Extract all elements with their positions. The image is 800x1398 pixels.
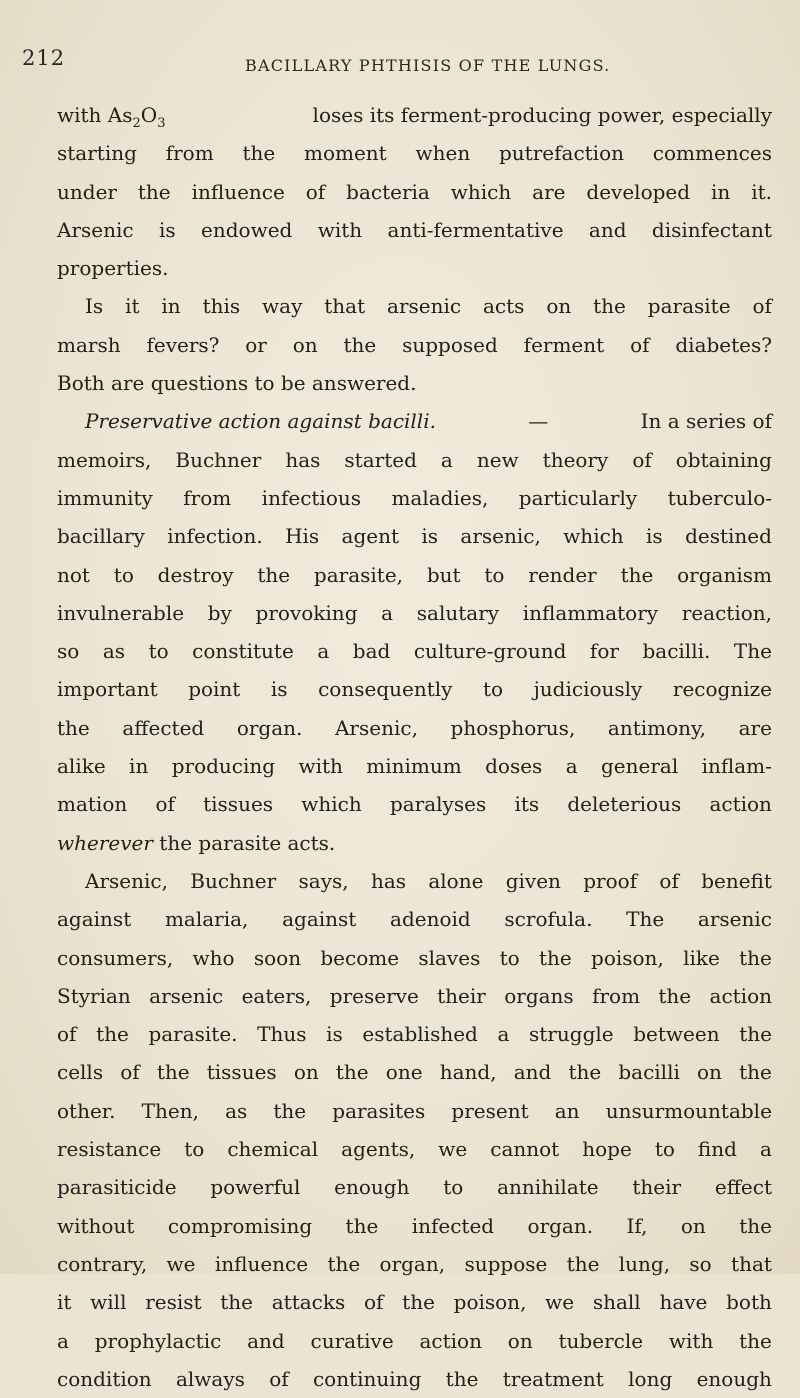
section-caption-line (57, 402, 772, 440)
text-line: the affected organ. Arsenic, phosphorus, antimony, are (57, 715, 772, 740)
formula: with $As_2O_3$ (57, 103, 166, 131)
text-line: Styrian arsenic eaters, preserve their organs from the action (57, 983, 772, 1008)
text-line: it will resist the attacks of the poison, we shall have both (57, 1290, 772, 1315)
text-line: consumers, who soon become slaves to the poison, like the (57, 945, 772, 970)
text-line: against malaria, against adenoid scrofula. The arsenic (57, 907, 772, 932)
text-line: cells of the tissues on the one hand, and the bacilli on the (57, 1060, 772, 1085)
text-line: other. Then, as the parasites present an unsurmountable (57, 1098, 772, 1123)
text-line: without compromising the infected organ. If, on the (57, 1213, 772, 1238)
text-line: bacillary infection. His agent is arsenic, which is destined (57, 524, 772, 549)
text-line: Is it in this way that arsenic acts on the parasite of (85, 294, 772, 319)
text-line: properties. (57, 256, 169, 281)
section-caption: Preservative action against bacilli. (85, 409, 436, 434)
text-line: alike in producing with minimum doses a general inflam- (57, 754, 772, 779)
text-line: mation of tissues which paralyses its deleterious action (57, 792, 772, 817)
text-line: under the influence of bacteria which are developed in it. (57, 179, 772, 204)
text-line: immunity from infectious maladies, particularly tuberculo- (57, 485, 772, 510)
text-line: not to destroy the parasite, but to render the organism (57, 562, 772, 587)
emphasis: wherever (57, 830, 153, 855)
text-line (57, 824, 772, 862)
line-text: loses its ferment-producing power, especially (312, 103, 772, 127)
em-dash: — (528, 409, 549, 434)
text-line: parasiticide powerful enough to annihilate their effect (57, 1175, 772, 1200)
text-line: invulnerable by provoking a salutary inflammatory reaction, (57, 600, 772, 625)
text-line: marsh fevers? or on the supposed ferment of diabetes? (57, 332, 772, 357)
line-text: the parasite acts. (159, 830, 336, 855)
text-line: contrary, we influence the organ, suppose the lung, so that (57, 1251, 772, 1276)
text-line: of the parasite. Thus is established a struggle between the (57, 1022, 772, 1047)
page-number: 212 (22, 46, 66, 70)
text-line: starting from the moment when putrefaction commences (57, 141, 772, 166)
line-text: In a series of (640, 409, 772, 434)
text-line: a prophylactic and curative action on tubercle with the (57, 1328, 772, 1353)
text-line: Arsenic, Buchner says, has alone given proof of benefit (85, 868, 772, 893)
text-line (57, 96, 772, 134)
text-line: resistance to chemical agents, we cannot hope to find a (57, 1137, 772, 1162)
text-line: Both are questions to be answered. (57, 371, 417, 396)
running-title: BACILLARY PHTHISIS OF THE LUNGS. (245, 56, 611, 75)
text-line: condition always of continuing the treatment long enough (57, 1366, 772, 1391)
text-line: important point is consequently to judiciously recognize (57, 677, 772, 702)
body-text (57, 96, 772, 1398)
text-line: Arsenic is endowed with anti-fermentative and disinfectant (57, 217, 772, 242)
text-line: so as to constitute a bad culture-ground for bacilli. The (57, 639, 772, 664)
text-line: memoirs, Buchner has started a new theory of obtaining (57, 447, 772, 472)
